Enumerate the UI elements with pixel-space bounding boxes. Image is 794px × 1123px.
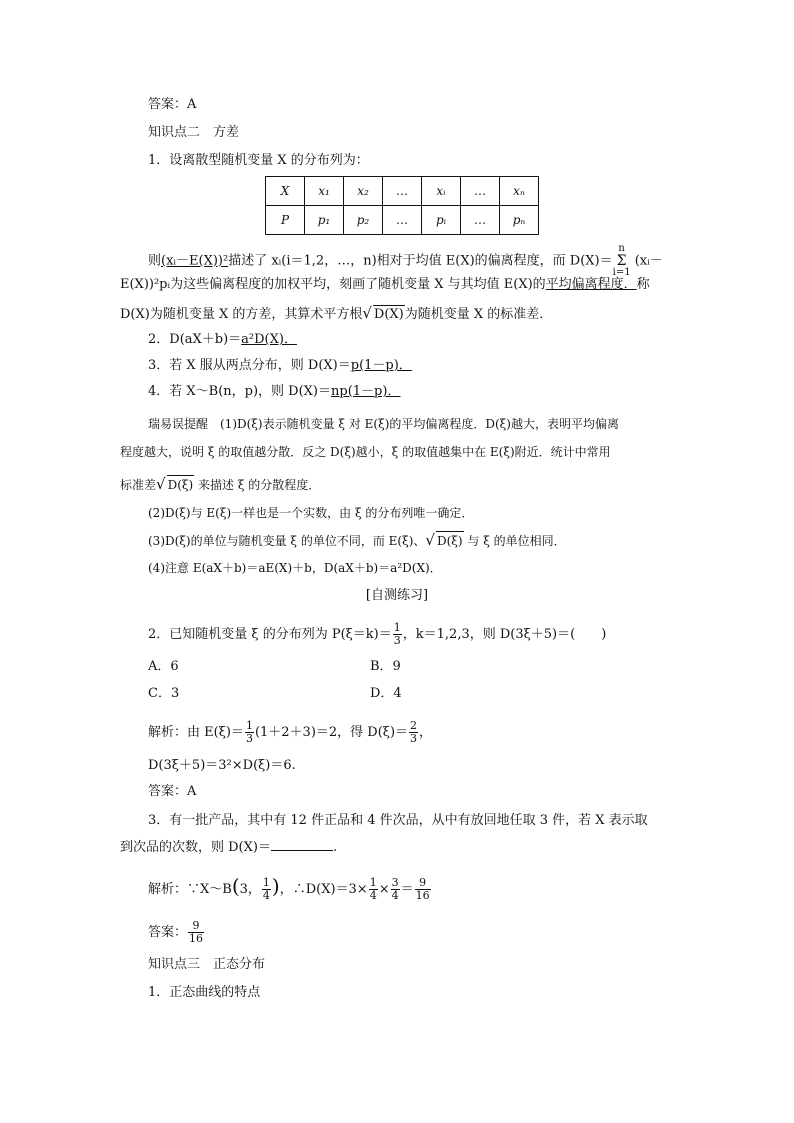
variance-para-line1 bbox=[148, 244, 663, 278]
tip-line5 bbox=[148, 531, 566, 550]
text: 来描述 ξ 的分散程度． bbox=[198, 478, 321, 492]
underlined-term: 平均偏离程度． bbox=[545, 277, 637, 292]
fraction bbox=[369, 877, 378, 902]
table-cell: … bbox=[461, 177, 500, 206]
table-cell: xᵢ bbox=[422, 177, 461, 206]
table-cell: … bbox=[383, 206, 422, 235]
text: 答案： bbox=[148, 925, 188, 940]
sigma-sign: Σ bbox=[616, 253, 627, 269]
table-cell: P bbox=[266, 206, 305, 235]
section-heading-variance: 知识点二 方差 bbox=[148, 125, 240, 140]
option-d: D．4 bbox=[370, 686, 402, 701]
text: 到次品的次数，则 D(X)＝ bbox=[120, 840, 271, 855]
tip-line2: 程度越大，说明 ξ 的取值越分散．反之 D(ξ)越小，ξ 的取值越集中在 E(ξ)附近．统计中常用 bbox=[120, 445, 611, 459]
text: 称 bbox=[636, 277, 650, 292]
option-a: A．6 bbox=[148, 659, 179, 674]
item3-line bbox=[148, 357, 412, 375]
text: (3)D(ξ)的单位与随机变量 ξ 的单位不同，而 E(ξ)、 bbox=[148, 534, 426, 548]
summation-symbol bbox=[613, 244, 631, 278]
table-cell: xₙ bbox=[500, 177, 539, 206]
denominator: 4 bbox=[262, 889, 270, 902]
question3-line2 bbox=[120, 838, 337, 857]
right-paren: ) bbox=[271, 874, 280, 898]
option-c: C．3 bbox=[148, 686, 180, 701]
option-b: B．9 bbox=[370, 659, 401, 674]
text: D(X)为随机变量 X 的方差，其算术平方根 bbox=[120, 307, 363, 322]
fraction bbox=[245, 720, 254, 745]
sqrt-content: D(X) bbox=[373, 307, 404, 322]
table-cell: pᵢ bbox=[422, 206, 461, 235]
fraction bbox=[262, 877, 271, 902]
numerator: 9 bbox=[188, 920, 204, 933]
fraction bbox=[415, 877, 431, 902]
text: (xᵢ－ bbox=[634, 253, 663, 269]
text: E(X))²pᵢ为这些偏离程度的加权平均，刻画了随机变量 X 与其均值 E(X)的 bbox=[120, 277, 546, 292]
numerator: 1 bbox=[245, 719, 253, 732]
section-heading-normal: 知识点三 正态分布 bbox=[148, 957, 266, 972]
tip-line6: (4)注意 E(aX＋b)＝aE(X)＋b，D(aX＋b)＝a²D(X)． bbox=[148, 561, 442, 575]
item4-line bbox=[148, 383, 400, 401]
item1-intro: 1．设离散型随机变量 X 的分布列为： bbox=[148, 153, 369, 168]
solution2-line2: D(3ξ＋5)＝3²×D(ξ)＝6. bbox=[148, 758, 296, 773]
answer2-line: 答案：A bbox=[148, 784, 197, 799]
sqrt-sign: √ bbox=[156, 475, 166, 493]
answer-line: 答案：A bbox=[148, 97, 197, 112]
table-cell: … bbox=[383, 177, 422, 206]
numerator: 1 bbox=[262, 876, 270, 889]
text: 与 ξ 的单位相同． bbox=[467, 534, 566, 548]
sigma-lower: i=1 bbox=[612, 267, 631, 278]
text: 3．若 X 服从两点分布，则 D(X)＝ bbox=[148, 358, 351, 373]
solution2-line1 bbox=[148, 720, 432, 745]
text: × bbox=[378, 882, 390, 897]
underlined-term: p(1－p)． bbox=[350, 358, 412, 373]
solution3-line bbox=[148, 874, 432, 902]
sigma-upper: n bbox=[618, 243, 625, 254]
text: 2．D(aX＋b)＝ bbox=[148, 332, 242, 347]
text: ， bbox=[419, 725, 433, 740]
underlined-term: a²D(X)． bbox=[241, 332, 297, 347]
normal-item1: 1．正态曲线的特点 bbox=[148, 985, 261, 1000]
table-cell: … bbox=[461, 206, 500, 235]
denominator: 16 bbox=[189, 932, 204, 945]
variance-para-line3 bbox=[120, 304, 552, 324]
denominator: 16 bbox=[415, 889, 430, 902]
text: 4．若 X～B(n，p)，则 D(X)＝ bbox=[148, 384, 332, 399]
tip-line4: (2)D(ξ)与 E(ξ)一样也是一个实数，由 ξ 的分布列唯一确定． bbox=[148, 506, 474, 520]
text: 解析：∵X～B bbox=[148, 882, 232, 897]
underlined-term: (xᵢ－E(X))² bbox=[161, 253, 229, 269]
question3-line1: 3．有一批产品，其中有 12 件正品和 4 件次品，从中有放回地任取 3 件，若 X 表示取 bbox=[148, 813, 648, 828]
sqrt-sign: √ bbox=[362, 304, 372, 322]
text: ＝ bbox=[400, 882, 414, 897]
variance-para-line2 bbox=[120, 276, 650, 294]
table-row bbox=[266, 206, 539, 235]
denominator: 3 bbox=[245, 732, 253, 745]
table-cell: X bbox=[266, 177, 305, 206]
text: (1＋2＋3)＝2，得 D(ξ)＝ bbox=[254, 725, 409, 740]
numerator: 3 bbox=[391, 876, 399, 889]
denominator: 4 bbox=[391, 889, 399, 902]
text: ，∴D(X)＝3× bbox=[279, 882, 368, 897]
sqrt-content: D(ξ) bbox=[167, 475, 195, 494]
text: 描述了 xᵢ(i＝1,2，…，n)相对于均值 E(X)的偏离程度，而 D(X)＝ bbox=[228, 253, 613, 269]
denominator: 4 bbox=[369, 889, 377, 902]
text: 标准差 bbox=[120, 478, 157, 492]
table-cell: p₁ bbox=[305, 206, 344, 235]
numerator: 1 bbox=[393, 621, 401, 634]
table-cell: pₙ bbox=[500, 206, 539, 235]
denominator: 3 bbox=[410, 732, 418, 745]
text: . bbox=[332, 840, 338, 855]
text: 2．已知随机变量 ξ 的分布列为 P(ξ＝k)＝ bbox=[148, 627, 392, 642]
fraction bbox=[393, 622, 402, 647]
fraction bbox=[391, 877, 400, 902]
text: 则 bbox=[148, 253, 162, 269]
text: 3， bbox=[239, 882, 261, 897]
denominator: 3 bbox=[393, 634, 401, 647]
numerator: 1 bbox=[369, 876, 377, 889]
underlined-term: np(1－p)． bbox=[331, 384, 401, 399]
table-cell: x₁ bbox=[305, 177, 344, 206]
question2-line bbox=[148, 622, 606, 647]
sqrt-sign: √ bbox=[425, 531, 435, 549]
fraction bbox=[188, 920, 204, 945]
table-cell: x₂ bbox=[344, 177, 383, 206]
tip-line3 bbox=[120, 475, 320, 494]
table-cell: p₂ bbox=[344, 206, 383, 235]
numerator: 9 bbox=[415, 877, 431, 890]
left-paren: ( bbox=[231, 874, 240, 898]
numerator: 2 bbox=[410, 719, 418, 732]
text: ，k＝1,2,3，则 D(3ξ＋5)＝( ) bbox=[402, 627, 607, 642]
answer3-line bbox=[148, 920, 205, 945]
tip-line1: 瑞易误提醒 (1)D(ξ)表示随机变量 ξ 对 E(ξ)的平均偏离程度．D(ξ)越大，表明平均偏离 bbox=[148, 417, 619, 431]
text: 为随机变量 X 的标准差． bbox=[404, 307, 553, 322]
item2-line bbox=[148, 331, 297, 349]
self-test-heading: [自测练习] bbox=[365, 588, 429, 603]
distribution-table bbox=[265, 176, 539, 235]
text: 解析：由 E(ξ)＝ bbox=[148, 725, 244, 740]
sqrt-content: D(ξ) bbox=[436, 531, 464, 550]
table-row bbox=[266, 177, 539, 206]
fraction bbox=[409, 720, 418, 745]
answer-blank bbox=[271, 838, 333, 851]
